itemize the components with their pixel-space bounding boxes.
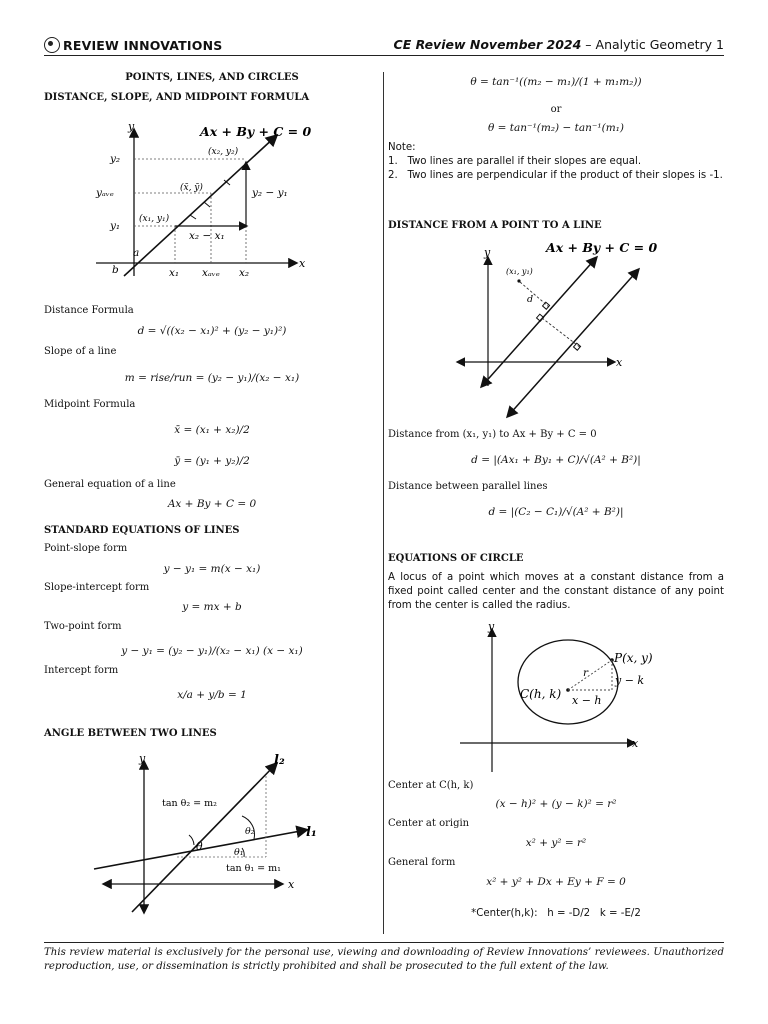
section-heading-standard: STANDARD EQUATIONS OF LINES <box>44 525 240 536</box>
fig3-point: (x₁, y₁) <box>506 267 533 276</box>
brand-name: REVIEW INNOVATIONS <box>63 38 223 53</box>
note-text-1: Two lines are parallel if their slopes are equal. <box>407 156 642 167</box>
circle-diagram <box>388 612 724 776</box>
fig1-run: x₂ − x₁ <box>189 230 225 242</box>
fig1-b: b <box>112 264 119 276</box>
general-circle-label: General form <box>388 857 456 868</box>
fig1-rise: y₂ − y₁ <box>252 187 288 199</box>
section-heading-angle: ANGLE BETWEEN TWO LINES <box>44 728 217 739</box>
angle-formula-1: θ = tan⁻¹((m₂ − m₁)/(1 + m₁m₂)) <box>470 76 642 88</box>
fig4-x-minus-h: x − h <box>572 694 602 707</box>
fig3-x-label: x <box>616 356 623 369</box>
course-dash: – <box>581 37 596 52</box>
two-point-formula: y − y₁ = (y₂ − y₁)/(x₂ − x₁) (x − x₁) <box>121 645 303 657</box>
fig1-equation: Ax + By + C = 0 <box>200 124 312 139</box>
note-text-2: Two lines are perpendicular if the product of their slopes is -1. <box>407 170 723 181</box>
fig1-point1: (x₁, y₁) <box>139 214 170 224</box>
slope-intercept-label: Slope-intercept form <box>44 582 150 593</box>
header-rule <box>44 55 724 56</box>
fig1-x-label: x <box>299 257 306 270</box>
fig4-center-c: C(h, k) <box>520 687 562 701</box>
fig2-tan2: tan θ₂ = m₂ <box>162 798 217 809</box>
fig3-equation: Ax + By + C = 0 <box>546 240 658 255</box>
angle-diagram <box>44 744 380 916</box>
fig1-point2: (x₂, y₂) <box>208 147 239 157</box>
fig1-y2: y₂ <box>110 153 121 165</box>
fig1-yave: yₐᵥₑ <box>96 187 114 199</box>
footer-disclaimer: This review material is exclusively for the personal use, viewing and downloading of Review Innovations’ reviewees. Unauthorized reproduction, use, or dissemination is strictly prohibited and shall be prosecuted to the full extent of the law. <box>44 947 724 972</box>
fig4-radius: r <box>583 667 589 679</box>
fig1-x2: x₂ <box>239 267 250 279</box>
circle-description: A locus of a point which moves at a constant distance from a fixed point called center and the constant distance of any point from the center is called the radius. <box>388 572 724 611</box>
footer-rule <box>44 942 724 943</box>
general-line-formula: Ax + By + C = 0 <box>167 498 257 510</box>
slope-label: Slope of a line <box>44 346 117 357</box>
line-diagram <box>44 108 380 280</box>
intercept-label: Intercept form <box>44 665 119 676</box>
note-label: Note: <box>388 142 416 153</box>
point-line-diagram <box>388 236 724 422</box>
fig1-x1: x₁ <box>169 267 180 279</box>
general-line-label: General equation of a line <box>44 479 176 490</box>
fig1-y1: y₁ <box>110 220 121 232</box>
section-heading-point-line: DISTANCE FROM A POINT TO A LINE <box>388 220 602 231</box>
course-name: CE Review November 2024 <box>393 37 582 52</box>
fig4-x-label: x <box>632 737 639 750</box>
fig2-x-label: x <box>288 878 295 891</box>
point-slope-formula: y − y₁ = m(x − x₁) <box>163 563 261 575</box>
fig2-l2: l₂ <box>274 753 285 768</box>
fig2-theta1: θ₁ <box>234 847 244 858</box>
course-topic: Analytic Geometry 1 <box>595 37 724 52</box>
fig1-xave: xₐᵥₑ <box>202 267 220 279</box>
center-label: Center at C(h, k) <box>388 780 474 791</box>
angle-formula-2: θ = tan⁻¹(m₂) − tan⁻¹(m₁) <box>488 122 624 134</box>
general-circle-formula: x² + y² + Dx + Ey + F = 0 <box>486 876 626 888</box>
center-note: *Center(h,k): h = -D/2 k = -E/2 <box>471 908 641 919</box>
center-formula: (x − h)² + (y − k)² = r² <box>495 798 617 810</box>
midpoint-label: Midpoint Formula <box>44 399 136 410</box>
fig2-theta: θ <box>196 840 203 853</box>
origin-formula: x² + y² = r² <box>525 837 587 849</box>
fig3-y-label: y <box>484 246 491 259</box>
midpoint-y: ȳ = (y₁ + y₂)/2 <box>174 455 250 467</box>
point-line-formula: d = |(Ax₁ + By₁ + C)/√(A² + B²)| <box>471 454 641 466</box>
fig4-y-label: y <box>488 620 495 633</box>
origin-label: Center at origin <box>388 818 470 829</box>
slope-formula: m = rise/run = (y₂ − y₁)/(x₂ − x₁) <box>124 372 300 384</box>
brand-logo-icon <box>44 37 60 53</box>
note-item-2: 2. Two lines are perpendicular if the product of their slopes is -1. <box>388 170 723 181</box>
fig3-d: d <box>527 294 534 305</box>
fig2-y-label: y <box>139 752 146 765</box>
parallel-formula: d = |(C₂ − C₁)/√(A² + B²)| <box>488 506 624 518</box>
intercept-formula: x/a + y/b = 1 <box>177 689 247 701</box>
fig1-midpoint: (x̄, ȳ) <box>180 183 203 193</box>
section-heading-circle: EQUATIONS OF CIRCLE <box>388 553 524 564</box>
column-divider <box>383 72 384 934</box>
note-item-1: 1. Two lines are parallel if their slopes are equal. <box>388 156 642 167</box>
point-slope-label: Point-slope form <box>44 543 128 554</box>
course-title <box>394 37 724 52</box>
fig2-l1: l₁ <box>306 825 317 840</box>
fig2-theta2: θ₂ <box>245 826 255 837</box>
distance-formula-label: Distance Formula <box>44 305 134 316</box>
line-main <box>124 136 276 276</box>
slope-intercept-formula: y = mx + b <box>182 601 242 613</box>
two-point-label: Two-point form <box>44 621 122 632</box>
fig2-tan1: tan θ₁ = m₁ <box>226 863 281 874</box>
fig4-point-p: P(x, y) <box>614 651 653 665</box>
fig4-y-minus-k: y − k <box>615 674 645 687</box>
page-title: POINTS, LINES, AND CIRCLES <box>125 72 299 83</box>
midpoint-x: x̄ = (x₁ + x₂)/2 <box>174 424 250 436</box>
point-line-label: Distance from (x₁, y₁) to Ax + By + C = 0 <box>388 429 597 440</box>
parallel-label: Distance between parallel lines <box>388 481 548 492</box>
or-text: or <box>550 104 562 115</box>
distance-formula: d = √((x₂ − x₁)² + (y₂ − y₁)²) <box>137 325 287 337</box>
section-heading-distance: DISTANCE, SLOPE, AND MIDPOINT FORMULA <box>44 92 310 103</box>
fig1-y-label: y <box>128 120 135 133</box>
fig1-a: a <box>133 247 140 259</box>
brand-logo-text <box>44 37 222 53</box>
